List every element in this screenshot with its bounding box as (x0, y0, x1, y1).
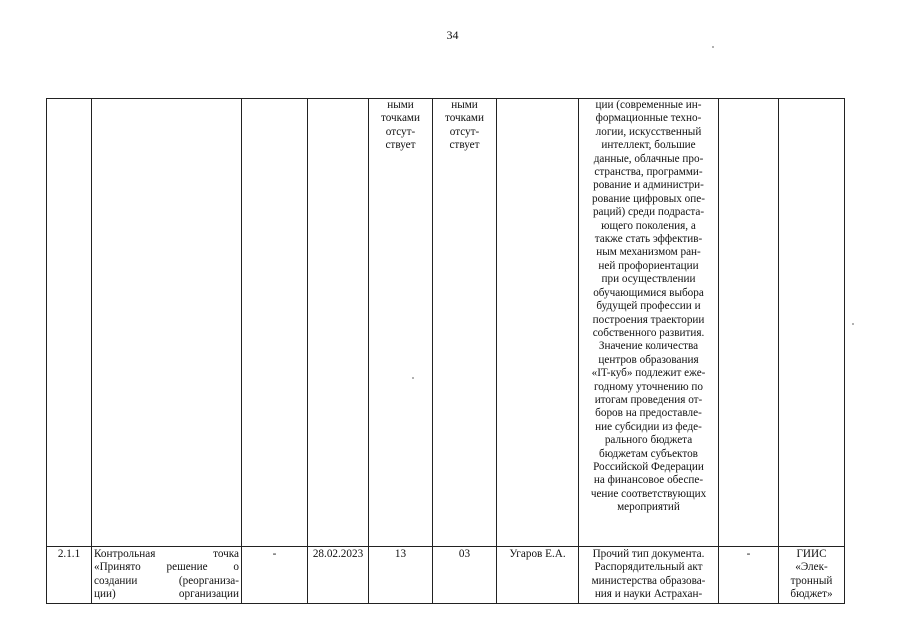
cell-start-points: ными точками отсут- ствует (369, 99, 433, 547)
name-line: Контрольная точка (94, 548, 239, 560)
scan-speck (412, 377, 414, 379)
cell-info-system: ГИИС «Элек- тронный бюджет» (779, 547, 845, 604)
cell-base-value (242, 99, 308, 547)
cell-name (92, 547, 242, 604)
cell-responsible (497, 99, 579, 547)
table-row-control-point (47, 547, 845, 604)
cell-base-value: - (242, 547, 308, 604)
table-row-continuation (47, 99, 845, 547)
cell-code-b: 03 (433, 547, 497, 604)
cell-indicator: - (719, 547, 779, 604)
cell-info-system (779, 99, 845, 547)
cell-number: 2.1.1 (47, 547, 92, 604)
cell-code-a: 13 (369, 547, 433, 604)
cell-document: Прочий тип документа. Распорядительный акт министерства образова- ния и науки Астрахан- (579, 547, 719, 604)
cell-indicator (719, 99, 779, 547)
scan-speck (712, 46, 714, 48)
cell-date: 28.02.2023 (308, 547, 369, 604)
cell-name (92, 99, 242, 547)
cell-number (47, 99, 92, 547)
plan-table (46, 98, 845, 604)
cell-responsible: Угаров Е.А. (497, 547, 579, 604)
cell-end-points: ными точками отсут- ствует (433, 99, 497, 547)
cell-description: ции (современные ин- формационные техно- логии, искусственный интеллект, большие данные, облачные про- странства, программи- рование и администри- рование цифровых опе- раций) среди подраста- ющего поколения, а также стать эффектив- ным механизмом ран- ней профориентации при осуществлении обучающимися выбора будущей профессии и построения траектории собственного развития. Значение количества центров образования «IT-куб» подлежит еже- годному уточнению по итогам проведения от- боров на предоставле- ние субсидии из феде- рального бюджета бюджетам субъектов Российской Федерации на финансовое обеспе- чение соответствующих мероприятий (579, 99, 719, 547)
cell-date (308, 99, 369, 547)
name-line: ции) организации (94, 588, 239, 601)
name-line: «Принято решение о (94, 561, 239, 574)
scan-speck (852, 323, 854, 325)
name-line: создании (реорганиза- (94, 574, 239, 587)
page-number: 34 (446, 28, 459, 42)
